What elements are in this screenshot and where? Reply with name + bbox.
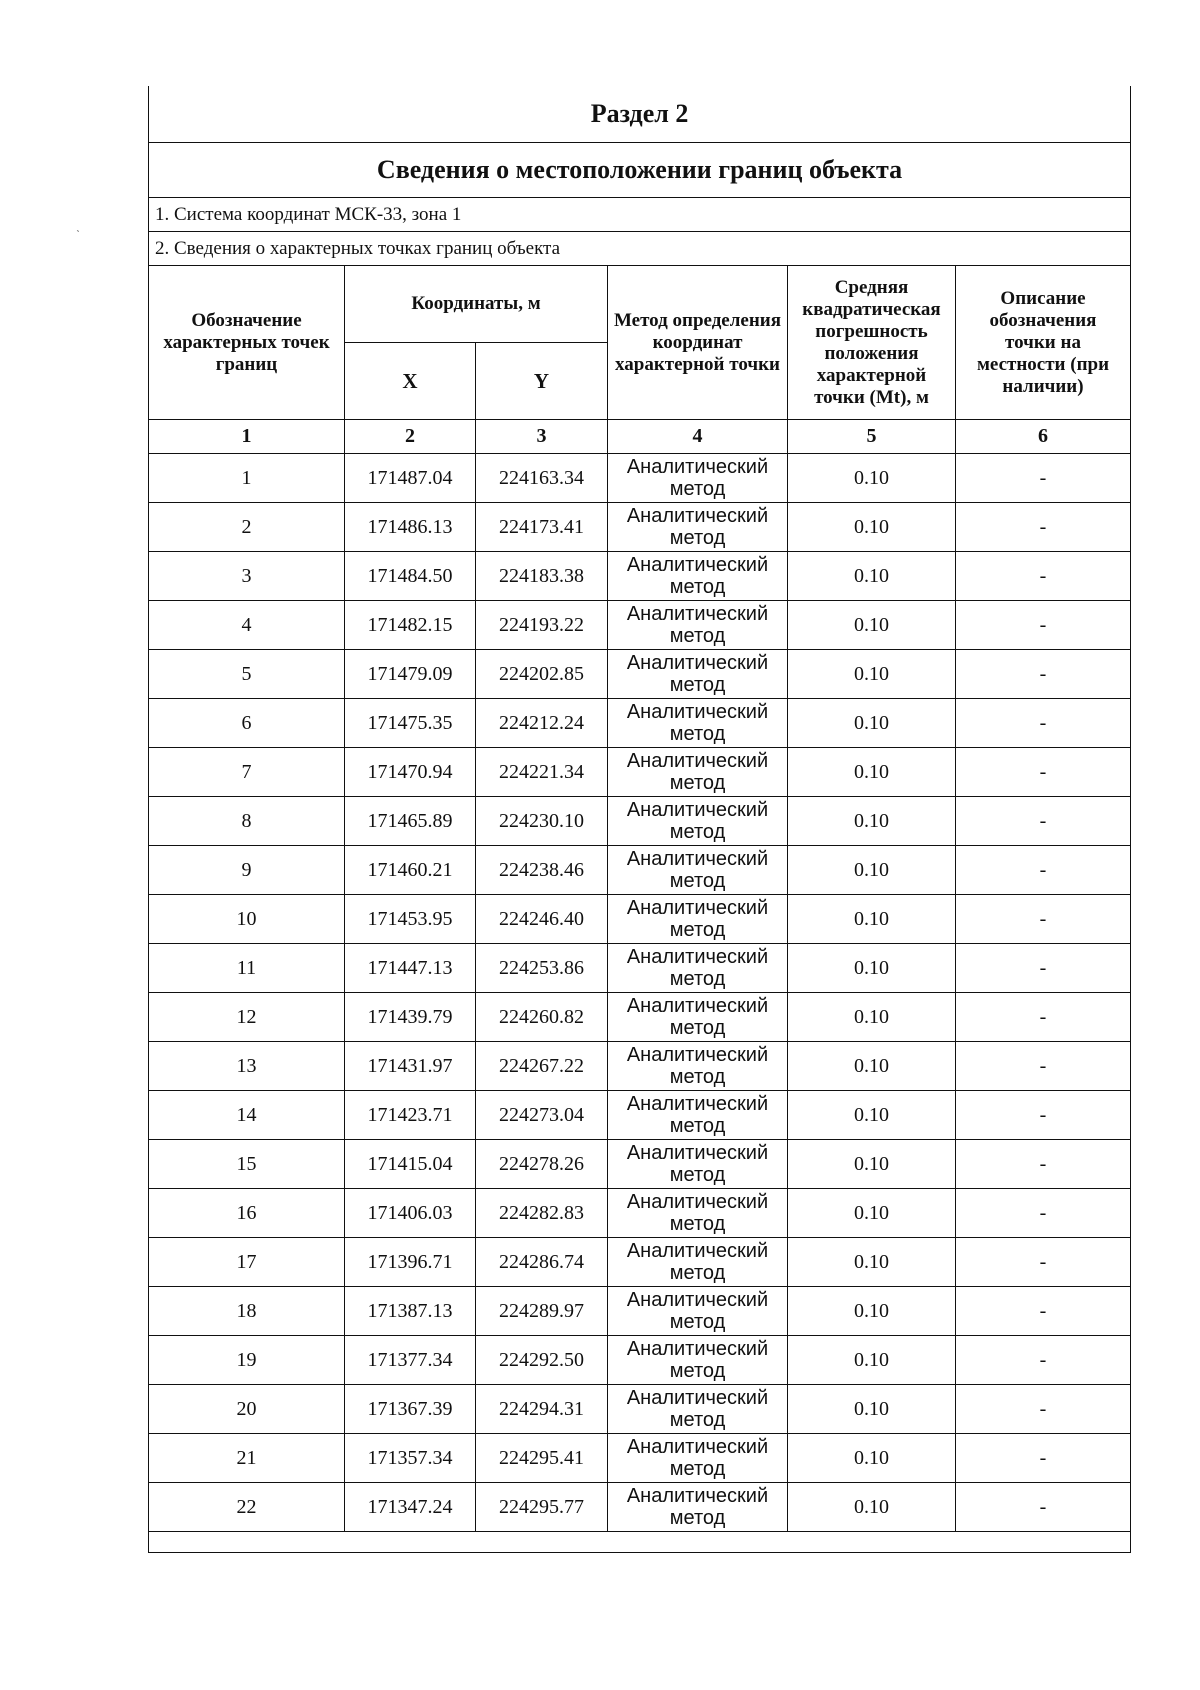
table-row [149,552,1131,601]
point-number-cell: 6 [149,699,345,748]
y-coordinate-cell: 224294.31 [476,1385,608,1434]
object-boundaries-title: Сведения о местоположении границ объекта [149,143,1131,198]
table-row [149,454,1131,503]
method-cell: Аналитический метод [608,797,788,846]
method-cell: Аналитический метод [608,1140,788,1189]
x-coordinate-cell: 171357.34 [345,1434,476,1483]
point-number-cell: 20 [149,1385,345,1434]
error-cell: 0.10 [788,748,956,797]
y-coordinate-cell: 224278.26 [476,1140,608,1189]
method-cell: Аналитический метод [608,944,788,993]
y-coordinate-cell: 224230.10 [476,797,608,846]
x-coordinate-cell: 171479.09 [345,650,476,699]
header-y: Y [476,343,608,420]
error-cell: 0.10 [788,1336,956,1385]
y-coordinate-cell: 224193.22 [476,601,608,650]
x-coordinate-cell: 171377.34 [345,1336,476,1385]
description-cell: - [956,1336,1131,1385]
scan-mark: ˋ [76,228,80,242]
table-row [149,1434,1131,1483]
y-coordinate-cell: 224282.83 [476,1189,608,1238]
header-x: X [345,343,476,420]
table-row [149,601,1131,650]
document-sheet [148,86,1130,1553]
method-cell: Аналитический метод [608,650,788,699]
table-row [149,797,1131,846]
method-cell: Аналитический метод [608,1189,788,1238]
description-cell: - [956,699,1131,748]
point-number-cell: 7 [149,748,345,797]
table-row [149,748,1131,797]
point-number-cell: 18 [149,1287,345,1336]
point-number-cell: 4 [149,601,345,650]
description-cell: - [956,944,1131,993]
y-coordinate-cell: 224202.85 [476,650,608,699]
column-number: 1 [149,420,345,454]
x-coordinate-cell: 171486.13 [345,503,476,552]
error-cell: 0.10 [788,1385,956,1434]
header-error: Средняя квадратическая погрешность положения характерной точки (Mt), м [788,266,956,420]
table-end-cell [149,1532,1131,1553]
y-coordinate-cell: 224286.74 [476,1238,608,1287]
table-row [149,895,1131,944]
description-cell: - [956,1238,1131,1287]
method-cell: Аналитический метод [608,1042,788,1091]
description-cell: - [956,895,1131,944]
table-row [149,846,1131,895]
x-coordinate-cell: 171396.71 [345,1238,476,1287]
column-number: 2 [345,420,476,454]
method-cell: Аналитический метод [608,699,788,748]
method-cell: Аналитический метод [608,1336,788,1385]
method-cell: Аналитический метод [608,748,788,797]
x-coordinate-cell: 171460.21 [345,846,476,895]
section-title: Раздел 2 [149,86,1131,143]
description-cell: - [956,503,1131,552]
method-cell: Аналитический метод [608,1483,788,1532]
method-cell: Аналитический метод [608,1238,788,1287]
y-coordinate-cell: 224221.34 [476,748,608,797]
point-number-cell: 2 [149,503,345,552]
header-coordinates: Координаты, м [345,266,608,343]
header-method: Метод определения координат характерной точки [608,266,788,420]
point-number-cell: 8 [149,797,345,846]
y-coordinate-cell: 224295.77 [476,1483,608,1532]
description-cell: - [956,454,1131,503]
table-row [149,1287,1131,1336]
y-coordinate-cell: 224292.50 [476,1336,608,1385]
error-cell: 0.10 [788,1238,956,1287]
point-number-cell: 22 [149,1483,345,1532]
description-cell: - [956,993,1131,1042]
x-coordinate-cell: 171487.04 [345,454,476,503]
method-cell: Аналитический метод [608,1287,788,1336]
point-number-cell: 3 [149,552,345,601]
y-coordinate-cell: 224260.82 [476,993,608,1042]
error-cell: 0.10 [788,944,956,993]
table-row [149,1140,1131,1189]
error-cell: 0.10 [788,1042,956,1091]
x-coordinate-cell: 171415.04 [345,1140,476,1189]
boundary-points-table [148,86,1131,1553]
x-coordinate-cell: 171470.94 [345,748,476,797]
x-coordinate-cell: 171447.13 [345,944,476,993]
point-number-cell: 13 [149,1042,345,1091]
point-number-cell: 19 [149,1336,345,1385]
error-cell: 0.10 [788,993,956,1042]
table-row [149,1483,1131,1532]
error-cell: 0.10 [788,1189,956,1238]
column-number-row [149,420,1131,454]
method-cell: Аналитический метод [608,993,788,1042]
method-cell: Аналитический метод [608,846,788,895]
point-number-cell: 1 [149,454,345,503]
table-row [149,1238,1131,1287]
header-description: Описание обозначения точки на местности (при наличии) [956,266,1131,420]
description-cell: - [956,1385,1131,1434]
y-coordinate-cell: 224273.04 [476,1091,608,1140]
point-number-cell: 14 [149,1091,345,1140]
x-coordinate-cell: 171439.79 [345,993,476,1042]
error-cell: 0.10 [788,1434,956,1483]
error-cell: 0.10 [788,1140,956,1189]
description-cell: - [956,846,1131,895]
point-number-cell: 21 [149,1434,345,1483]
y-coordinate-cell: 224238.46 [476,846,608,895]
description-cell: - [956,1287,1131,1336]
y-coordinate-cell: 224163.34 [476,454,608,503]
description-cell: - [956,601,1131,650]
y-coordinate-cell: 224183.38 [476,552,608,601]
method-cell: Аналитический метод [608,552,788,601]
coordinate-system-line: 1. Система координат МСК-33, зона 1 [149,198,1131,232]
point-number-cell: 5 [149,650,345,699]
error-cell: 0.10 [788,601,956,650]
y-coordinate-cell: 224246.40 [476,895,608,944]
description-cell: - [956,1189,1131,1238]
error-cell: 0.10 [788,846,956,895]
point-number-cell: 9 [149,846,345,895]
x-coordinate-cell: 171431.97 [345,1042,476,1091]
description-cell: - [956,552,1131,601]
point-number-cell: 15 [149,1140,345,1189]
header-designation: Обозначение характерных точек границ [149,266,345,420]
description-cell: - [956,1140,1131,1189]
error-cell: 0.10 [788,1287,956,1336]
column-number: 6 [956,420,1131,454]
method-cell: Аналитический метод [608,454,788,503]
error-cell: 0.10 [788,454,956,503]
method-cell: Аналитический метод [608,601,788,650]
x-coordinate-cell: 171482.15 [345,601,476,650]
method-cell: Аналитический метод [608,503,788,552]
x-coordinate-cell: 171387.13 [345,1287,476,1336]
method-cell: Аналитический метод [608,1385,788,1434]
description-cell: - [956,650,1131,699]
y-coordinate-cell: 224295.41 [476,1434,608,1483]
error-cell: 0.10 [788,552,956,601]
description-cell: - [956,1434,1131,1483]
table-row [149,1042,1131,1091]
point-number-cell: 17 [149,1238,345,1287]
y-coordinate-cell: 224267.22 [476,1042,608,1091]
x-coordinate-cell: 171406.03 [345,1189,476,1238]
table-row [149,1336,1131,1385]
y-coordinate-cell: 224212.24 [476,699,608,748]
table-row [149,699,1131,748]
x-coordinate-cell: 171367.39 [345,1385,476,1434]
error-cell: 0.10 [788,797,956,846]
method-cell: Аналитический метод [608,1434,788,1483]
x-coordinate-cell: 171484.50 [345,552,476,601]
table-row [149,650,1131,699]
x-coordinate-cell: 171465.89 [345,797,476,846]
error-cell: 0.10 [788,699,956,748]
table-row [149,1385,1131,1434]
point-number-cell: 11 [149,944,345,993]
y-coordinate-cell: 224289.97 [476,1287,608,1336]
x-coordinate-cell: 171347.24 [345,1483,476,1532]
point-number-cell: 10 [149,895,345,944]
error-cell: 0.10 [788,650,956,699]
column-number: 5 [788,420,956,454]
y-coordinate-cell: 224173.41 [476,503,608,552]
column-number: 4 [608,420,788,454]
method-cell: Аналитический метод [608,1091,788,1140]
error-cell: 0.10 [788,503,956,552]
x-coordinate-cell: 171453.95 [345,895,476,944]
table-row [149,1091,1131,1140]
description-cell: - [956,797,1131,846]
description-cell: - [956,1091,1131,1140]
table-row [149,503,1131,552]
y-coordinate-cell: 224253.86 [476,944,608,993]
description-cell: - [956,748,1131,797]
point-number-cell: 12 [149,993,345,1042]
column-number: 3 [476,420,608,454]
error-cell: 0.10 [788,1091,956,1140]
table-row [149,993,1131,1042]
table-row [149,1189,1131,1238]
x-coordinate-cell: 171423.71 [345,1091,476,1140]
error-cell: 0.10 [788,895,956,944]
description-cell: - [956,1042,1131,1091]
table-row [149,944,1131,993]
table-end-row [149,1532,1131,1553]
description-cell: - [956,1483,1131,1532]
x-coordinate-cell: 171475.35 [345,699,476,748]
point-number-cell: 16 [149,1189,345,1238]
method-cell: Аналитический метод [608,895,788,944]
points-info-line: 2. Сведения о характерных точках границ объекта [149,232,1131,266]
error-cell: 0.10 [788,1483,956,1532]
